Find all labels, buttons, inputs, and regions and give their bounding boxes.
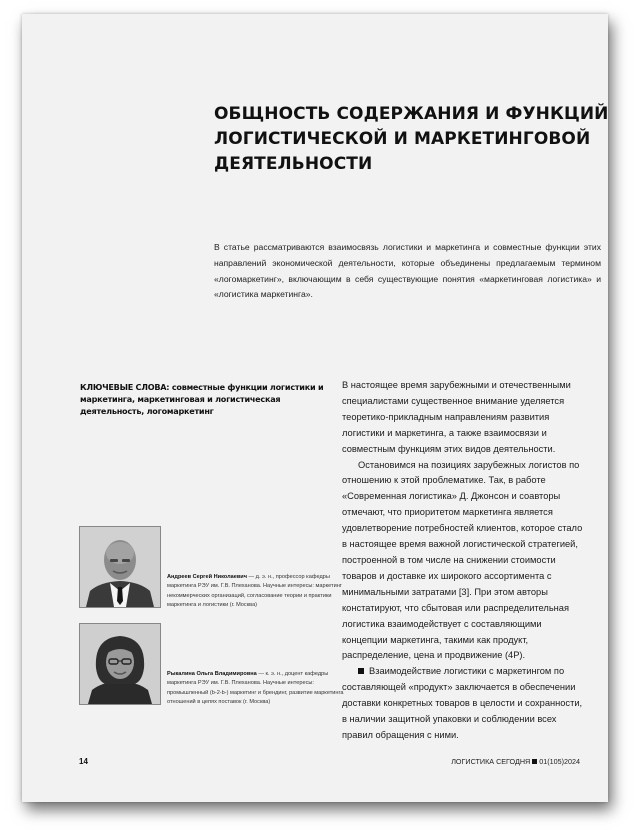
keywords: КЛЮЧЕВЫЕ СЛОВА: совместные функции логистики и маркетинга, маркетинговая и логистическая деятельность, логомаркетинг — [80, 382, 324, 417]
author-name: Андреев Сергей Николаевич — [167, 574, 247, 580]
paragraph — [342, 664, 588, 744]
paragraph-text: Взаимодействие логистики с маркетингом по составляющей «продукт» заключается в обеспечении доставки конкретных товаров в целости и сохранности, в наличии защитной упаковки и соблюдении всех правил обращения с ними. — [342, 666, 583, 740]
page-number: 14 — [79, 757, 88, 766]
paragraph: В настоящее время зарубежными и отечественными специалистами существенное внимание уделяется теоретико-прикладным направлениям развития логистики и маркетинга, а также взаимосвязи и совместным функциям этих видов деятельности. — [342, 380, 571, 454]
author-photo-andreev — [79, 526, 161, 608]
journal-name: ЛОГИСТИКА СЕГОДНЯ — [451, 757, 531, 766]
author-name: Рыкалина Ольга Владимировна — [167, 671, 257, 677]
paragraph: Остановимся на позициях зарубежных логистов по отношению к этой проблематике. Так, в работе «Современная логистика» Д. Джонсон и соавторы отмечают, что приоритетом маркетинга является удовлетворение потребностей клиентов, которое стало в настоящее время важной логистической стратегией, построенной в том числе на снижении стоимости товаров и доставке их широкого ассортимента с минимальными затратами [3]. При этом авторы констатируют, что сбытовая или распределительная логистика взаимодействует с составляющими концепции маркетинга, такими как продукт, распределение, цена и продвижение (4P). — [342, 459, 583, 661]
square-bullet-icon — [532, 759, 537, 764]
author-details: — к. э. н., доцент кафедры маркетинга РЭУ им. Г.В. Плеханова. Научные интересы: промышленный (b-2-b-) маркетинг и брендинг, развитие маркетинга отношений в цепях поставок (г. Москва) — [167, 671, 344, 706]
author-bio — [167, 670, 345, 708]
journal-page — [22, 14, 608, 802]
author-details: — д. э. н., профессор кафедры маркетинга РЭУ им. Г.В. Плеханова. Научные интересы: маркетинг некоммерческих организаций, согласование теории и практики маркетинга и логистики (г. Москва) — [167, 574, 342, 609]
running-footer — [451, 757, 580, 766]
article-title — [214, 102, 609, 177]
body-text — [342, 378, 588, 744]
square-bullet-icon — [358, 668, 364, 674]
title-line: ЛОГИСТИЧЕСКОЙ И МАРКЕТИНГОВОЙ — [214, 129, 591, 149]
author-bio — [167, 573, 345, 611]
issue-number: 01(105)2024 — [539, 757, 580, 766]
author-photo-rykalina — [79, 623, 161, 705]
title-line: ДЕЯТЕЛЬНОСТИ — [214, 154, 373, 174]
title-line: ОБЩНОСТЬ СОДЕРЖАНИЯ И ФУНКЦИЙ — [214, 104, 609, 124]
article-abstract: В статье рассматриваются взаимосвязь логистики и маркетинга и совместные функции этих направлений экономической деятельности, которые объединены предлагаемым термином «логомаркетинг», включающим в себя существующие понятия «маркетинговая логистика» и «логистика маркетинга». — [214, 242, 601, 300]
